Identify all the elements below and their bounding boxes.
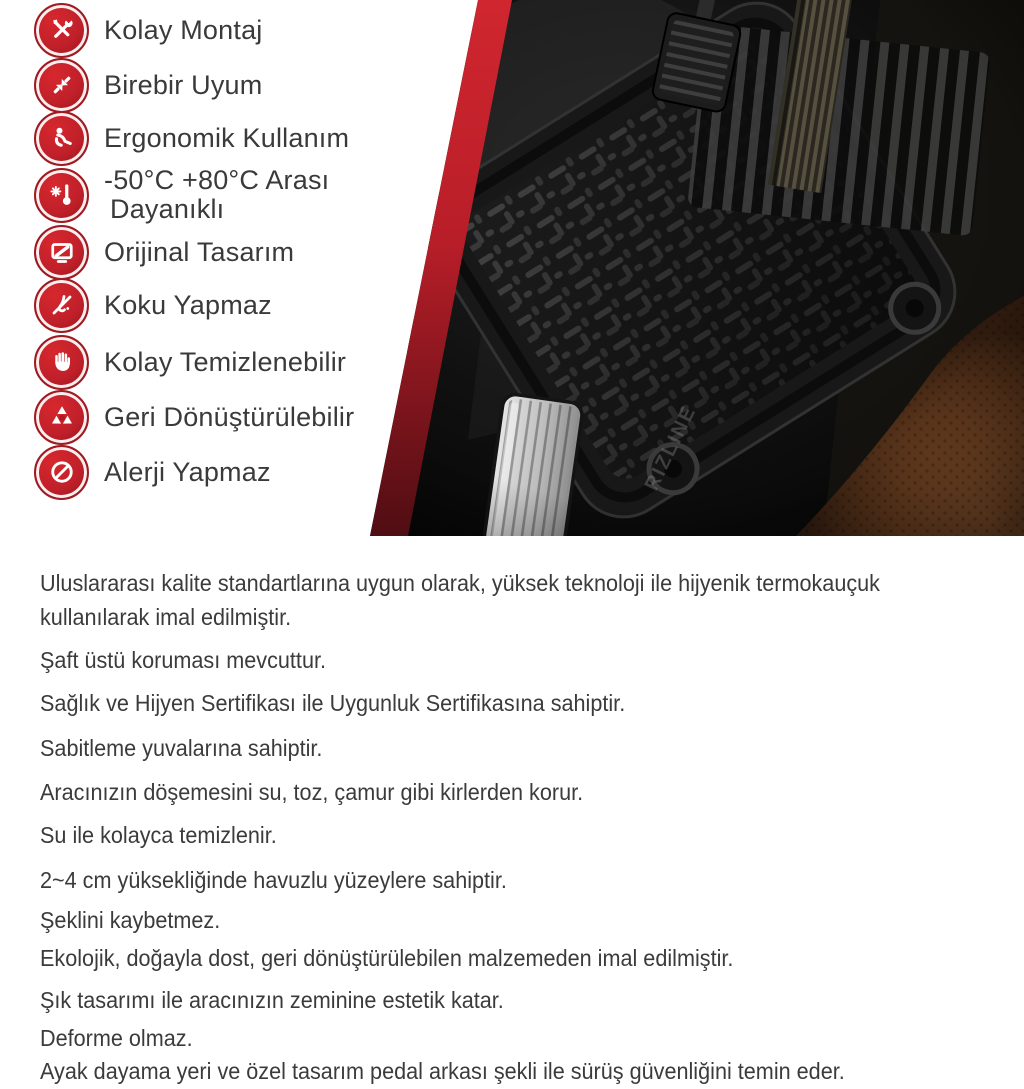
- description-line: Sağlık ve Hijyen Sertifikası ile Uygunluk Sertifikasına sahiptir.: [40, 690, 626, 716]
- ergonomic-seat-icon: [34, 111, 89, 166]
- feature-label: Koku Yapmaz: [104, 289, 272, 320]
- feature-label: Ergonomik Kullanım: [104, 122, 350, 153]
- description-line: Şık tasarımı ile aracınızın zeminine estetik katar.: [40, 987, 504, 1013]
- fit-arrows-icon: [34, 58, 89, 113]
- no-odor-icon: [34, 278, 89, 333]
- recyclable-icon: [34, 390, 89, 445]
- feature-label: Alerji Yapmaz: [104, 456, 271, 487]
- description-line: Ayak dayama yeri ve özel tasarım pedal arkası şekli ile sürüş güvenliğini temin eder.: [40, 1058, 845, 1084]
- feature-label: -50°C +80°C Arası Dayanıklı: [104, 165, 330, 224]
- tools-icon: [34, 3, 89, 58]
- feature-label: Orijinal Tasarım: [104, 236, 295, 267]
- feature-item: [34, 334, 346, 390]
- description-line: Su ile kolayca temizlenir.: [40, 822, 277, 848]
- feature-label: Kolay Montaj: [104, 14, 263, 45]
- feature-item: [34, 277, 272, 333]
- feature-label: Kolay Temizlenebilir: [104, 346, 347, 377]
- feature-item: [34, 389, 354, 445]
- description-line: Şaft üstü koruması mevcuttur.: [40, 647, 326, 673]
- description-line: kullanılarak imal edilmiştir.: [40, 604, 292, 630]
- feature-item: [34, 57, 262, 113]
- feature-label: Birebir Uyum: [104, 69, 263, 100]
- original-design-icon: [34, 225, 89, 280]
- feature-item: [34, 110, 349, 166]
- description-line: 2~4 cm yüksekliğinde havuzlu yüzeylere sahiptir.: [40, 867, 507, 893]
- description-line: Şeklini kaybetmez.: [40, 907, 221, 933]
- product-photo: [360, 0, 1024, 536]
- temperature-icon: [34, 168, 89, 223]
- description-line: Deforme olmaz.: [40, 1025, 193, 1051]
- easy-clean-hand-icon: [34, 335, 89, 390]
- feature-item: [34, 444, 271, 500]
- description-line: Sabitleme yuvalarına sahiptir.: [40, 735, 323, 761]
- feature-item: [34, 224, 294, 280]
- no-allergy-icon: [34, 445, 89, 500]
- feature-item: [34, 164, 329, 226]
- description-line: Uluslararası kalite standartlarına uygun olarak, yüksek teknoloji ile hijyenik termokauçuk: [40, 570, 880, 596]
- description-line: Ekolojik, doğayla dost, geri dönüştürülebilen malzemeden imal edilmiştir.: [40, 945, 734, 971]
- description-line: Aracınızın döşemesini su, toz, çamur gibi kirlerden korur.: [40, 779, 584, 805]
- feature-label: Geri Dönüştürülebilir: [104, 401, 355, 432]
- feature-item: [34, 2, 262, 58]
